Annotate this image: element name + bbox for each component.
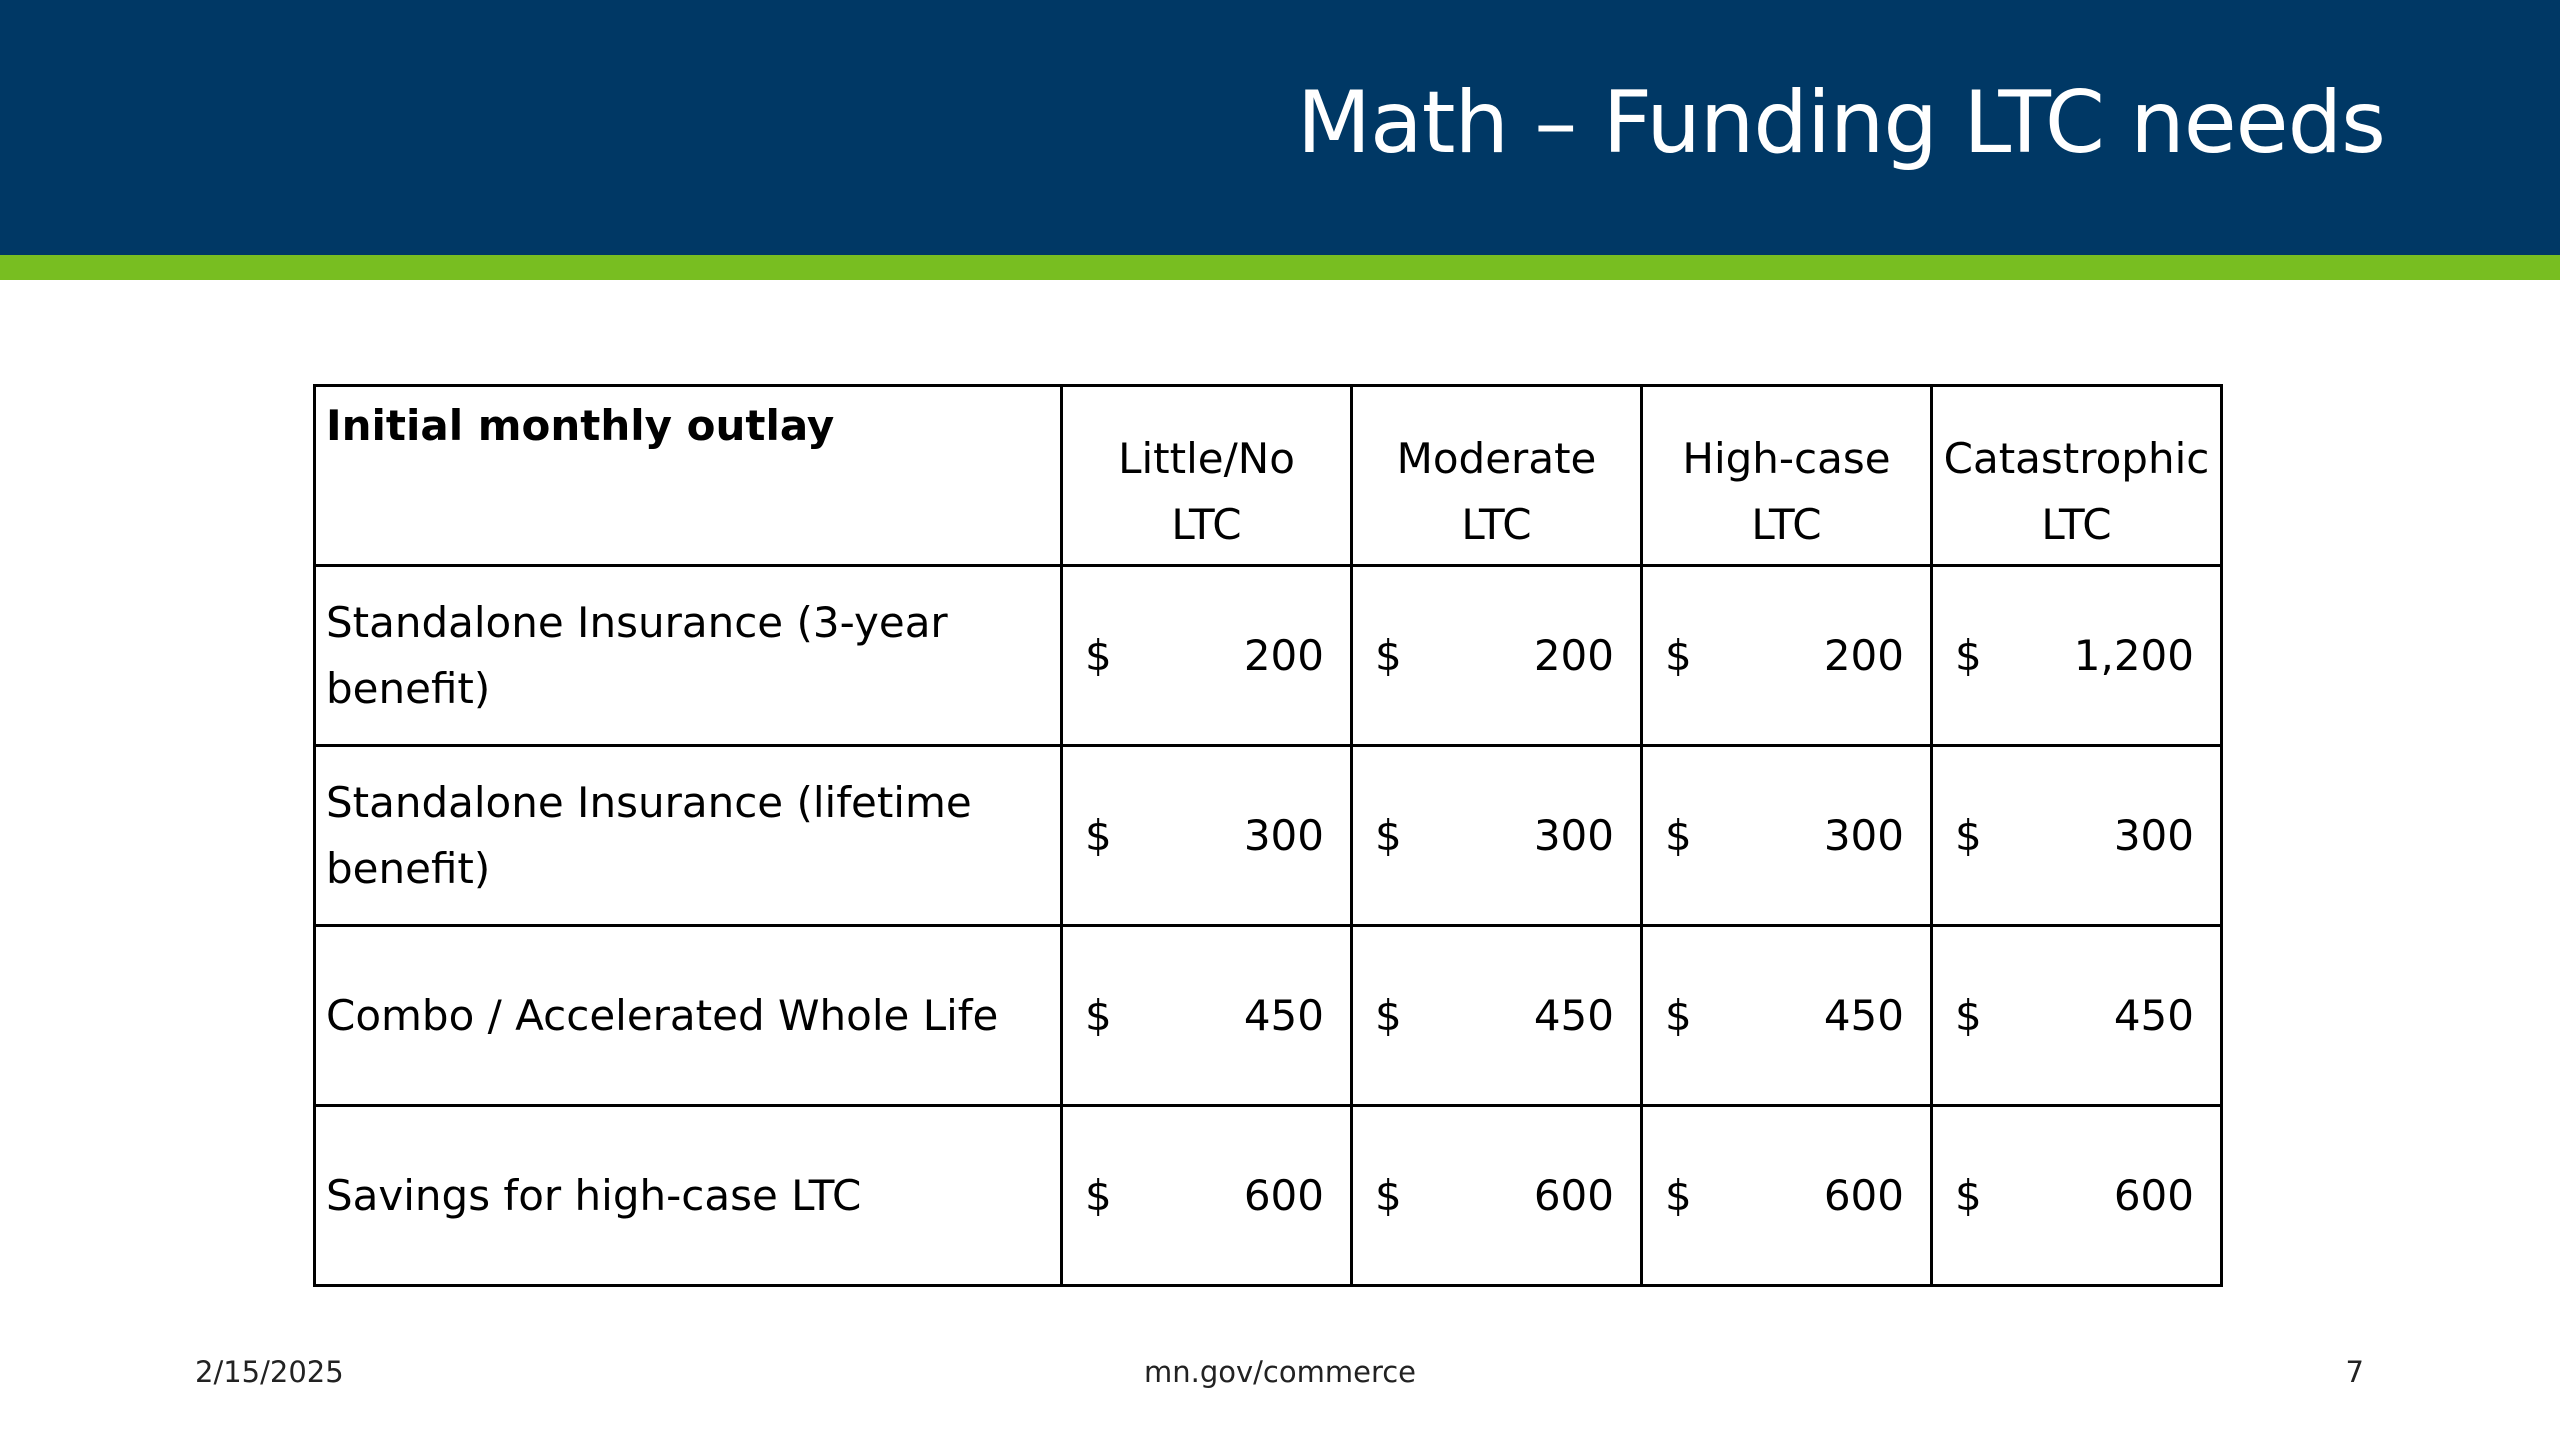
amount-value: 300 — [1243, 810, 1324, 860]
slide-title: Math – Funding LTC needs — [1296, 73, 2385, 173]
amount-value: 300 — [1533, 810, 1614, 860]
currency-symbol: $ — [1085, 630, 1112, 680]
amount-cell — [1062, 746, 1352, 926]
amount-value: 1,200 — [2073, 630, 2194, 680]
currency-symbol: $ — [1375, 810, 1402, 860]
currency-symbol: $ — [1955, 630, 1982, 680]
currency-symbol: $ — [1665, 630, 1692, 680]
amount-cell — [1352, 926, 1642, 1106]
column-header-line: LTC — [1461, 500, 1532, 549]
footer-page-number: 7 — [2345, 1355, 2364, 1389]
table-row-combo-whole-life — [315, 926, 2222, 1106]
amount-value: 450 — [2113, 990, 2194, 1040]
column-header-high-case — [1642, 386, 1932, 566]
amount-cell — [1932, 566, 2222, 746]
amount-cell — [1352, 566, 1642, 746]
amount-cell — [1062, 566, 1352, 746]
amount-cell — [1352, 1106, 1642, 1286]
amount-cell — [1642, 926, 1932, 1106]
column-header-line: LTC — [1751, 500, 1822, 549]
amount-cell — [1062, 1106, 1352, 1286]
column-header-line: Little/No — [1118, 434, 1295, 483]
footer-url: mn.gov/commerce — [1143, 1355, 1417, 1389]
amount-value: 450 — [1823, 990, 1904, 1040]
row-label: Combo / Accelerated Whole Life — [315, 926, 1062, 1106]
table-row-standalone-3-year — [315, 566, 2222, 746]
row-label: Standalone Insurance (lifetime benefit) — [315, 746, 1062, 926]
currency-symbol: $ — [1085, 810, 1112, 860]
currency-symbol: $ — [1375, 1170, 1402, 1220]
amount-cell — [1062, 926, 1352, 1106]
amount-value: 300 — [2113, 810, 2194, 860]
amount-value: 600 — [2113, 1170, 2194, 1220]
amount-cell — [1642, 566, 1932, 746]
outlay-table — [313, 384, 2223, 1287]
column-header-line: Moderate — [1396, 434, 1597, 483]
amount-cell — [1932, 926, 2222, 1106]
column-header-line: High-case — [1682, 434, 1891, 483]
currency-symbol: $ — [1085, 990, 1112, 1040]
column-header-little-no — [1062, 386, 1352, 566]
currency-symbol: $ — [1665, 1170, 1692, 1220]
amount-value: 600 — [1243, 1170, 1324, 1220]
table-row-standalone-lifetime — [315, 746, 2222, 926]
amount-cell — [1932, 1106, 2222, 1286]
column-header-line: LTC — [1171, 500, 1242, 549]
currency-symbol: $ — [1375, 990, 1402, 1040]
amount-value: 200 — [1823, 630, 1904, 680]
row-label: Savings for high-case LTC — [315, 1106, 1062, 1286]
currency-symbol: $ — [1375, 630, 1402, 680]
amount-cell — [1642, 1106, 1932, 1286]
amount-value: 600 — [1823, 1170, 1904, 1220]
row-label: Standalone Insurance (3-year benefit) — [315, 566, 1062, 746]
amount-cell — [1352, 746, 1642, 926]
column-header-line: LTC — [2041, 500, 2112, 549]
currency-symbol: $ — [1955, 810, 1982, 860]
footer-date: 2/15/2025 — [195, 1355, 344, 1389]
column-header-moderate — [1352, 386, 1642, 566]
column-header-line: Catastrophic — [1943, 434, 2210, 483]
amount-value: 450 — [1243, 990, 1324, 1040]
table-row-savings-high-case — [315, 1106, 2222, 1286]
amount-value: 300 — [1823, 810, 1904, 860]
currency-symbol: $ — [1665, 810, 1692, 860]
table-header-row — [315, 386, 2222, 566]
amount-value: 450 — [1533, 990, 1614, 1040]
outlay-table-container — [313, 384, 2223, 1287]
amount-value: 200 — [1243, 630, 1324, 680]
currency-symbol: $ — [1085, 1170, 1112, 1220]
amount-value: 200 — [1533, 630, 1614, 680]
currency-symbol: $ — [1665, 990, 1692, 1040]
accent-bar — [0, 255, 2560, 280]
currency-symbol: $ — [1955, 1170, 1982, 1220]
amount-value: 600 — [1533, 1170, 1614, 1220]
currency-symbol: $ — [1955, 990, 1982, 1040]
amount-cell — [1932, 746, 2222, 926]
column-header-catastrophic — [1932, 386, 2222, 566]
amount-cell — [1642, 746, 1932, 926]
table-corner-label: Initial monthly outlay — [315, 386, 1062, 566]
